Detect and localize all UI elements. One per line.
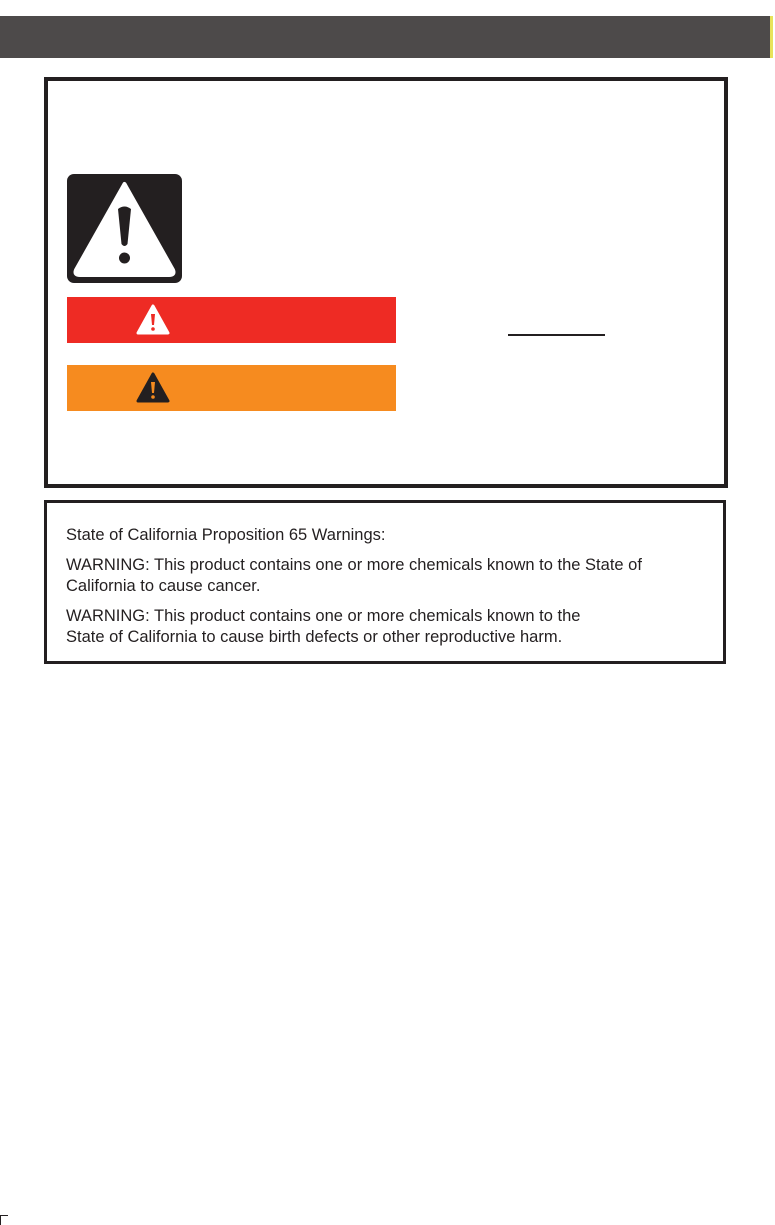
- header-bar: [0, 16, 770, 58]
- crop-mark: [0, 1215, 8, 1225]
- warning-line: State of California to cause birth defects or other reproductive harm.: [66, 628, 563, 646]
- prop65-heading: State of California Proposition 65 Warnings:: [66, 526, 386, 544]
- safety-alert-triangle-icon: [67, 174, 182, 283]
- warning-signal-bar: [67, 365, 396, 411]
- underline-rule: [508, 334, 605, 336]
- exclamation-triangle-icon: [136, 304, 170, 336]
- danger-signal-bar: [67, 297, 396, 343]
- prop65-warning-box: [44, 500, 726, 664]
- prop65-text: [66, 525, 716, 657]
- warning-line: WARNING: This product contains one or more chemicals known to the: [66, 607, 581, 625]
- warning-line: California to cause cancer.: [66, 577, 261, 595]
- header-edge-accent: [770, 16, 773, 58]
- warning-line: WARNING: This product contains one or more chemicals known to the State of: [66, 556, 642, 574]
- prop65-reproductive-warning: [66, 606, 716, 648]
- exclamation-triangle-icon: [136, 372, 170, 404]
- prop65-cancer-warning: [66, 555, 716, 597]
